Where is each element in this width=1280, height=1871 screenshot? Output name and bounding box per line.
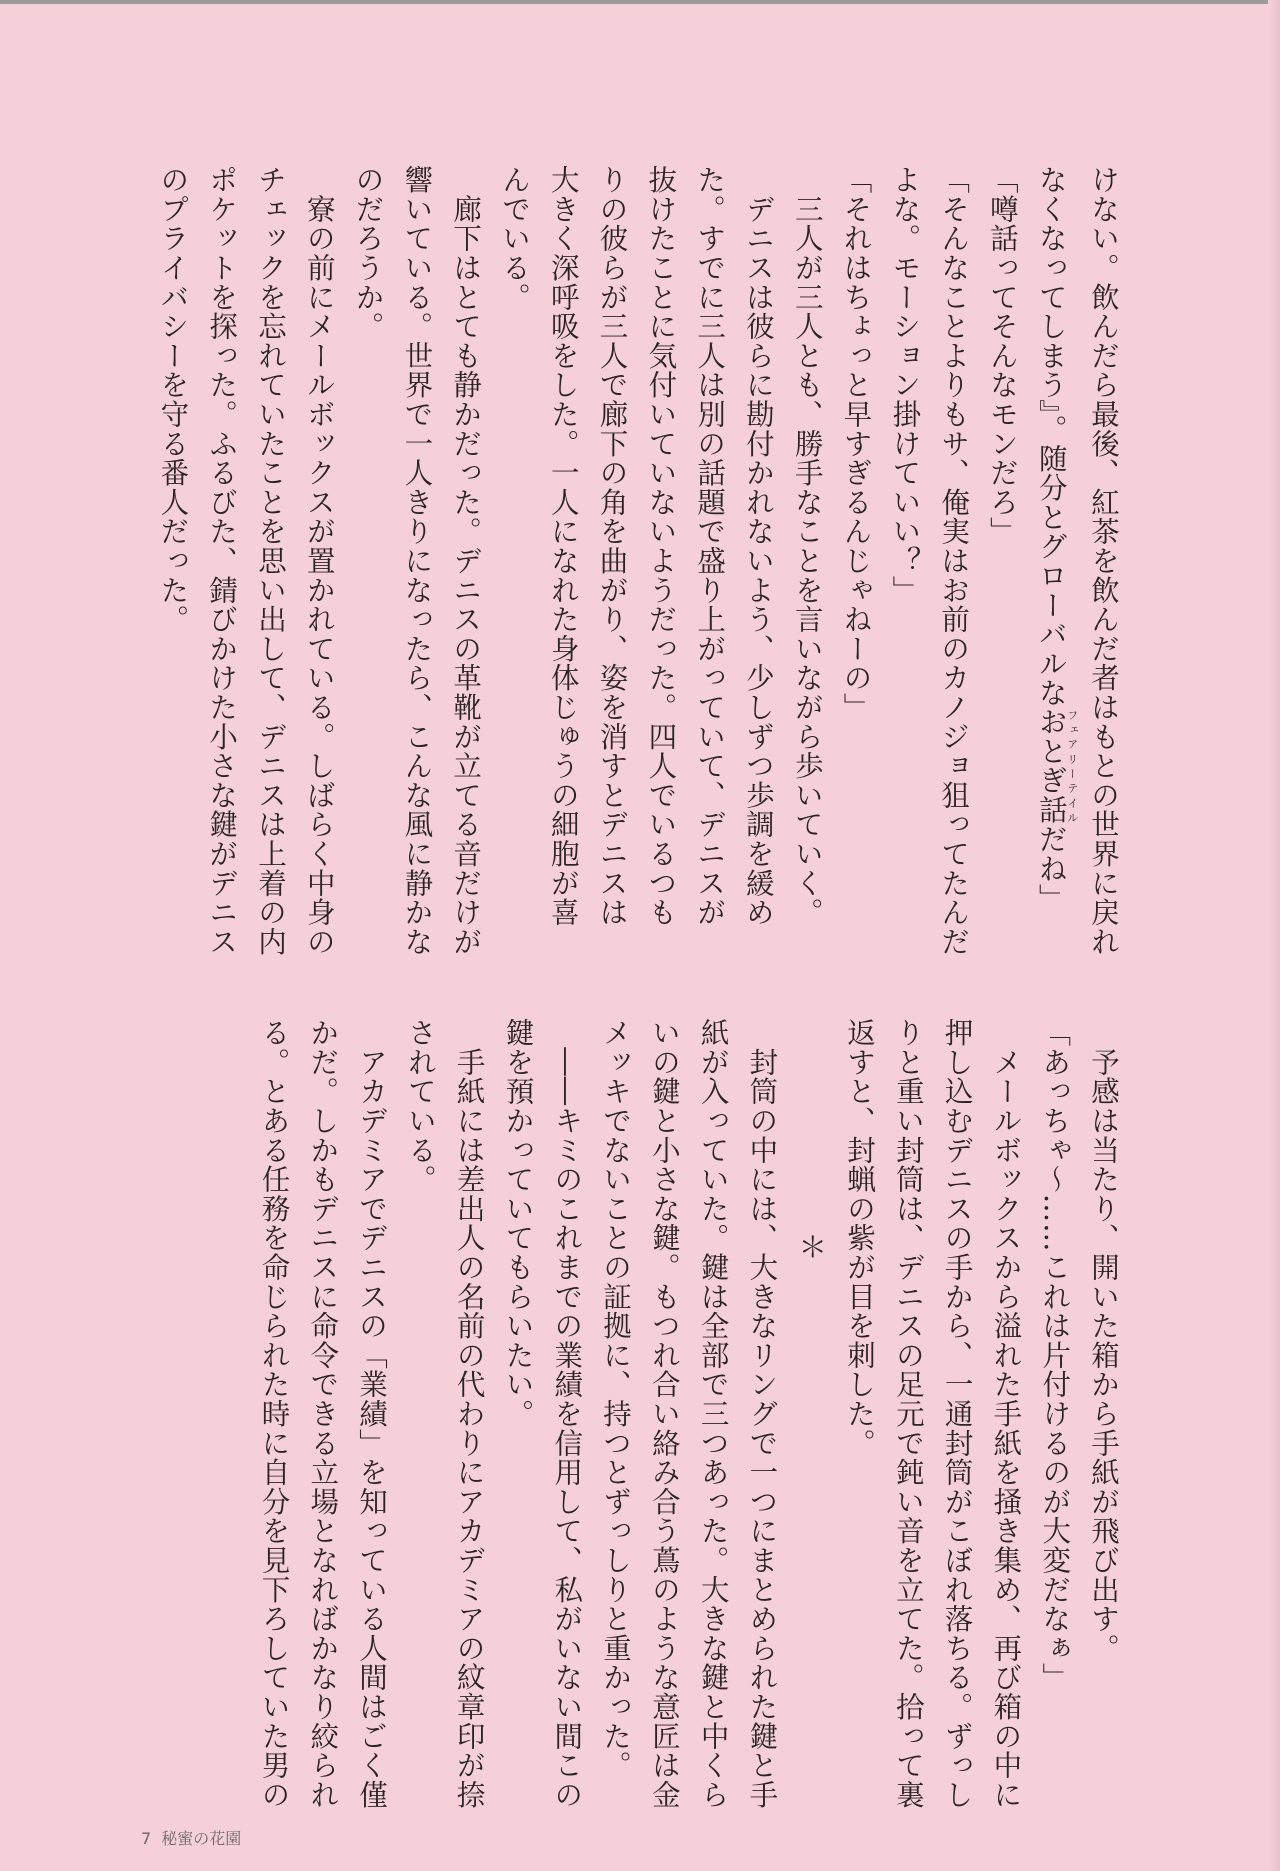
text-line: 大きく深呼吸をした。一人になれた身体じゅうの細胞が喜 — [546, 165, 580, 927]
text-line: アカデミアでデニスの「業績」を知っている人間はごく僅 — [355, 1018, 389, 1810]
text-line: 封筒の中には、大きなリングで一つにまとめられた鍵と手 — [745, 1018, 779, 1810]
book-title: 秘蜜の花園 — [161, 1829, 242, 1848]
text-line: る。とある任務を命じられた時に自分を見下ろしていた男の — [257, 1018, 291, 1810]
text-line: ポケットを探った。ふるびた、錆びかけた小さな鍵がデニス — [205, 165, 239, 957]
page-footer — [141, 1826, 251, 1849]
text-line: されている。 — [403, 1018, 437, 1194]
text-line: 「それはちょっと早すぎるんじゃねーの」 — [839, 165, 873, 722]
text-line: 三人が三人とも、勝手なことを言いながら歩いていく。 — [790, 165, 824, 927]
text-line: デニスは彼らに勘付かれないよう、少しずつ歩調を緩め — [741, 165, 775, 927]
text-line: りの彼らが三人で廊下の角を曲がり、姿を消すとデニスは — [595, 165, 629, 927]
ruby-annotation — [1034, 707, 1079, 825]
text-line: かだ。しかもデニスに命令できる立場となればかなり絞られ — [306, 1018, 340, 1810]
section-break-asterisk: ＊ — [794, 1231, 828, 1262]
text-line: のプライバシーを守る番人だった。 — [156, 165, 190, 634]
text-line: 寮の前にメールボックスが置かれている。しばらく中身の — [302, 165, 336, 957]
lower-text-block — [249, 1018, 1127, 1828]
text-line: 返すと、封蝋の紫が目を刺した。 — [843, 1018, 877, 1458]
ruby-base: おとぎ話 — [1034, 707, 1068, 825]
text-line: ――キミのこれまでの業績を信用して、私がいない間この — [550, 1018, 584, 1810]
text-line: 廊下はとても静かだった。デニスの革靴が立てる音だけが — [449, 165, 483, 957]
text-line: んでいる。 — [497, 165, 531, 312]
text-line: 抜けたことに気付いていないようだった。四人でいるつも — [644, 165, 678, 927]
text-line: のだろうか。 — [351, 165, 385, 341]
text-line: いの鍵と小さな鍵。もつれ合い絡み合う蔦のような意匠は金 — [647, 1018, 681, 1810]
text-line: けない。飲んだら最後、紅茶を飲んだ者はもとの世界に戻れ — [1087, 165, 1120, 957]
text-line: 押し込むデニスの手から、一通封筒がこぼれ落ちる。ずっし — [940, 1018, 974, 1810]
scan-right-edge — [1268, 0, 1280, 1871]
text-line: メッキでないことの証拠に、持つとずっしりと重かった。 — [599, 1018, 633, 1780]
text-segment: なくなってしまう』。随分とグローバルな — [1034, 165, 1068, 708]
text-line: チェックを忘れていたことを思い出して、デニスは上着の内 — [253, 165, 287, 957]
text-line: よな。モーション掛けていい？」 — [888, 165, 922, 605]
text-line: 紙が入っていた。鍵は全部で三つあった。大きな鍵と中くら — [696, 1018, 730, 1810]
upper-text-block — [148, 165, 1127, 975]
text-segment: だね」 — [1034, 824, 1068, 913]
text-line: 「そんなことよりもサ、俺実はお前のカノジョ狙ってたんだ — [937, 165, 971, 957]
ruby-text: フェアリーテイル — [1065, 707, 1079, 825]
text-line: 手紙には差出人の名前の代わりにアカデミアの紋章印が捺 — [452, 1018, 486, 1810]
scan-top-edge — [0, 0, 1280, 4]
text-line: 鍵を預かっていてもらいたい。 — [501, 1018, 535, 1429]
text-line: 「噂話ってそんなモンだろ」 — [985, 165, 1019, 546]
text-line: た。すでに三人は別の話題で盛り上がっていて、デニスが — [693, 165, 727, 927]
text-line: 響いている。世界で一人きりになったら、こんな風に静かな — [400, 165, 434, 957]
page-number: 7 — [141, 1829, 152, 1848]
text-line: 「あっちゃ～……これは片付けるのが大変だなぁ」 — [1038, 1018, 1072, 1692]
text-line: 予感は当たり、開いた箱から手紙が飛び出す。 — [1087, 1018, 1120, 1663]
text-line: りと重い封筒は、デニスの足元で鈍い音を立てた。拾って裏 — [891, 1018, 925, 1810]
text-line: メールボックスから溢れた手紙を掻き集め、再び箱の中に — [989, 1018, 1023, 1810]
text-line-with-ruby — [1026, 165, 1078, 975]
